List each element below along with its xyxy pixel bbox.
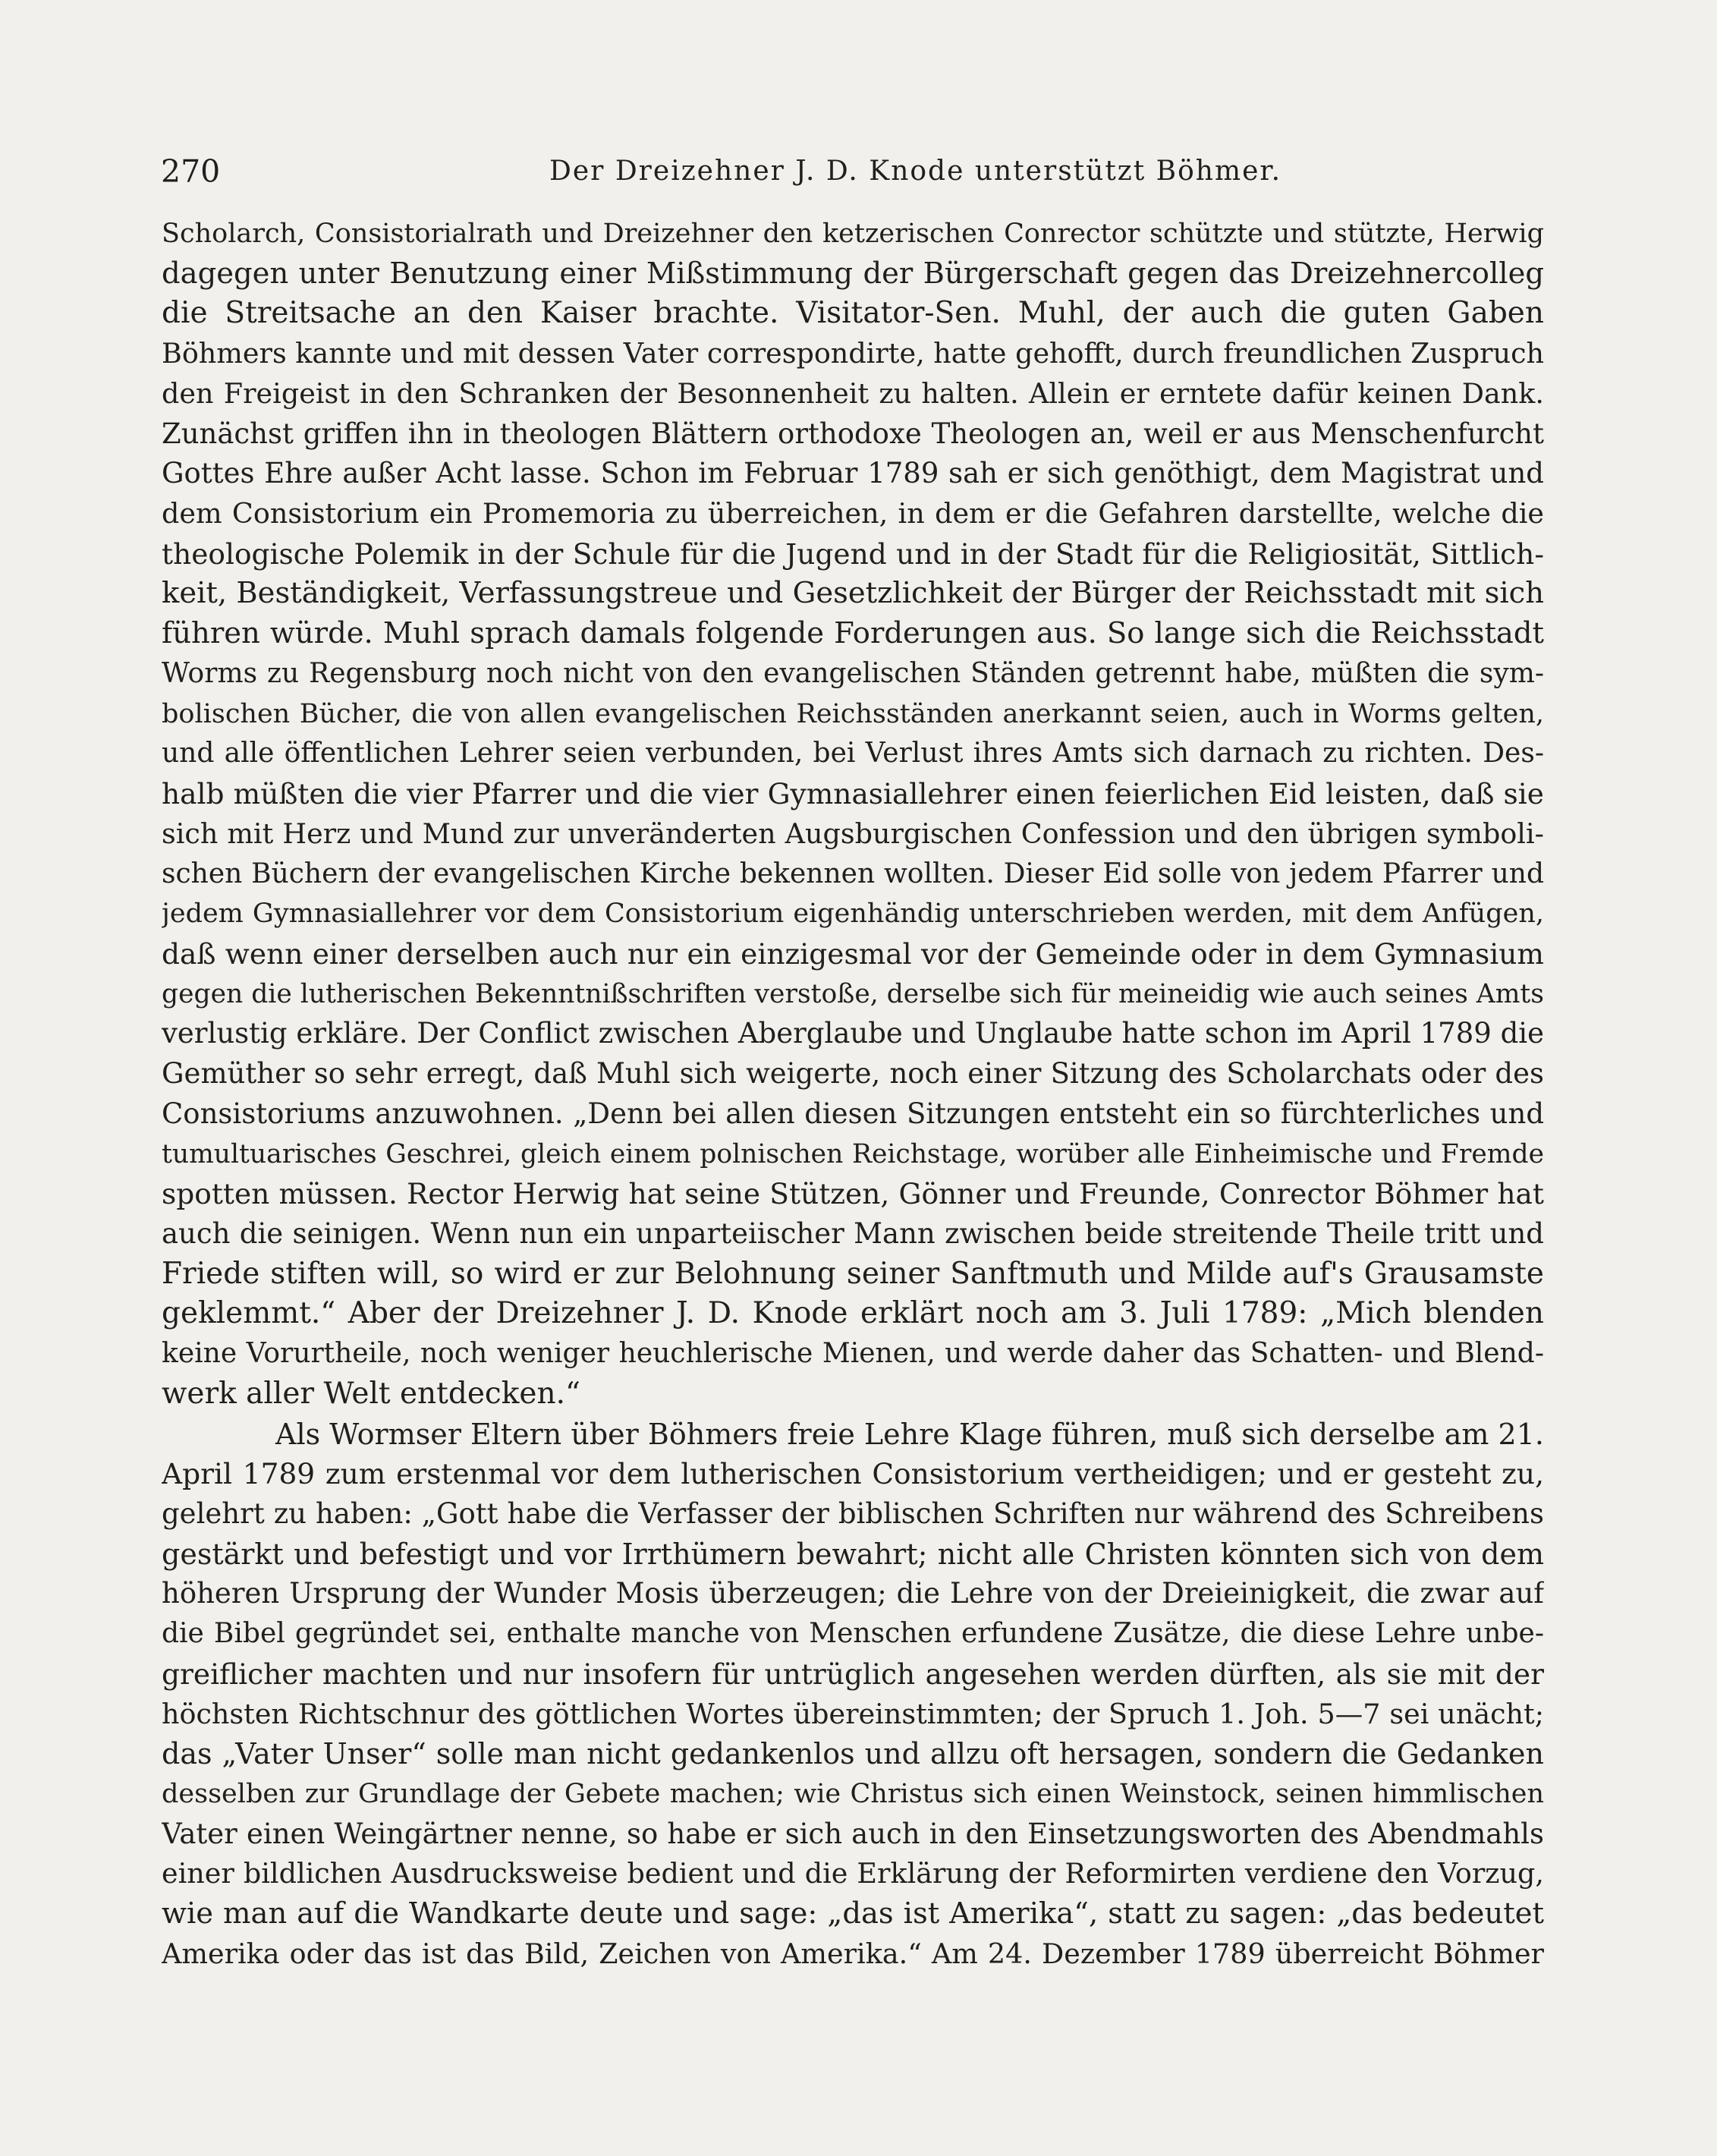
- text-line: Friede stiften will, so wird er zur Belohnung seiner Sanftmuth und Milde auf's Grausamste: [162, 1256, 1544, 1291]
- text-line: gegen die lutherischen Bekenntnißschriften verstoße, derselbe sich für meineidig wie auch seines Amts: [162, 978, 1544, 1009]
- text-line: dagegen unter Benutzung einer Mißstimmung der Bürgerschaft gegen das Dreizehnercolleg: [162, 256, 1544, 291]
- text-line: geklemmt.“ Aber der Dreizehner J. D. Knode erklärt noch am 3. Juli 1789: „Mich blenden: [162, 1296, 1544, 1331]
- text-line: höheren Ursprung der Wunder Mosis überzeugen; die Lehre von der Dreieinigkeit, die zwar auf: [162, 1577, 1544, 1610]
- text-line: dem Consistorium ein Promemoria zu überreichen, in dem er die Gefahren darstellte, welche die: [162, 497, 1544, 530]
- text-line: sich mit Herz und Mund zur unveränderten Augsburgischen Confession und den übrigen symboli-: [162, 817, 1544, 850]
- text-line: Zunächst griffen ihn in theologen Blättern orthodoxe Theologen an, weil er aus Menschenfurcht: [162, 417, 1544, 450]
- text-line: keit, Beständigkeit, Verfassungstreue und Gesetzlichkeit der Bürger der Reichsstadt mit sich: [162, 576, 1544, 611]
- text-line: keine Vorurtheile, noch weniger heuchlerische Mienen, und werde daher das Schatten- und Blend-: [162, 1338, 1544, 1370]
- text-line: spotten müssen. Rector Herwig hat seine Stützen, Gönner und Freunde, Conrector Böhmer hat: [162, 1177, 1544, 1211]
- text-line: Consistoriums anzuwohnen. „Denn bei allen diesen Sitzungen entsteht ein so fürchterliches und: [162, 1097, 1544, 1130]
- text-line: halb müßten die vier Pfarrer und die vier Gymnasiallehrer einen feierlichen Eid leisten, daß sie: [162, 777, 1544, 811]
- text-line: und alle öffentlichen Lehrer seien verbunden, bei Verlust ihres Amts sich darnach zu richten. Des-: [162, 738, 1544, 770]
- text-line: die Streitsache an den Kaiser brachte. Visitator-Sen. Muhl, der auch die guten Gaben: [162, 296, 1544, 331]
- text-line: Gemüther so sehr erregt, daß Muhl sich weigerte, noch einer Sitzung des Scholarchats oder des: [162, 1057, 1544, 1091]
- text-line: Scholarch, Consistorialrath und Dreizehner den ketzerischen Conrector schützte und stützte, Herwig: [162, 219, 1544, 249]
- text-line: Vater einen Weingärtner nenne, so habe er sich auch in den Einsetzungsworten des Abendmahls: [162, 1817, 1544, 1850]
- page-number: 270: [161, 153, 221, 190]
- text-line: Worms zu Regensburg noch nicht von den evangelischen Ständen getrennt habe, müßten die sym-: [162, 657, 1544, 689]
- text-line: desselben zur Grundlage der Gebete machen; wie Christus sich einen Weinstock, seinen himmlischen: [162, 1779, 1544, 1810]
- text-line: auch die seinigen. Wenn nun ein unparteiischer Mann zwischen beide streitende Theile tritt und: [162, 1216, 1544, 1250]
- text-line: wie man auf die Wandkarte deute und sage: „das ist Amerika“, statt zu sagen: „das bedeutet: [162, 1896, 1544, 1931]
- text-line: den Freigeist in den Schranken der Besonnenheit zu halten. Allein er erntete dafür keinen Dank.: [162, 376, 1544, 410]
- running-title: Der Dreizehner J. D. Knode unterstützt Böhmer.: [549, 156, 1282, 187]
- text-line: greiflicher machten und nur insofern für untrüglich angesehen werden dürften, als sie mit der: [162, 1657, 1544, 1691]
- text-line: höchsten Richtschnur des göttlichen Wortes übereinstimmten; der Spruch 1. Joh. 5—7 sei unächt;: [162, 1697, 1544, 1730]
- text-line: bolischen Bücher, die von allen evangelischen Reichsständen anerkannt seien, auch in Worms gelten,: [162, 698, 1544, 729]
- text-line: gestärkt und befestigt und vor Irrthümern bewahrt; nicht alle Christen könnten sich von dem: [162, 1537, 1544, 1571]
- text-line: daß wenn einer derselben auch nur ein einzigesmal vor der Gemeinde oder in dem Gymnasium: [162, 936, 1544, 971]
- text-line: Amerika oder das ist das Bild, Zeichen von Amerika.“ Am 24. Dezember 1789 überreicht Böhmer: [162, 1937, 1544, 1970]
- text-line: tumultuarisches Geschrei, gleich einem polnischen Reichstage, worüber alle Einheimische und Fremde: [162, 1138, 1544, 1169]
- body-text: [162, 214, 1544, 1975]
- text-line: April 1789 zum erstenmal vor dem lutherischen Consistorium vertheidigen; und er gesteht zu,: [162, 1457, 1544, 1491]
- text-line: Böhmers kannte und mit dessen Vater correspondirte, hatte gehofft, durch freundlichen Zuspruch: [162, 337, 1544, 370]
- text-line: die Bibel gegründet sei, enthalte manche von Menschen erfundene Zusätze, die diese Lehre unbe-: [162, 1618, 1544, 1650]
- text-line: Gottes Ehre außer Acht lasse. Schon im Februar 1789 sah er sich genöthigt, dem Magistrat und: [162, 457, 1544, 490]
- text-line: einer bildlichen Ausdrucksweise bedient und die Erklärung der Reformirten verdiene den Vorzug,: [162, 1857, 1544, 1890]
- text-line: Als Wormser Eltern über Böhmers freie Lehre Klage führen, muß sich derselbe am 21.: [275, 1417, 1544, 1451]
- running-head: [161, 149, 1549, 194]
- text-line: theologische Polemik in der Schule für die Jugend und in der Stadt für die Religiosität, Sittlich-: [162, 537, 1544, 571]
- text-line: das „Vater Unser“ solle man nicht gedankenlos und allzu oft hersagen, sondern die Gedanken: [162, 1737, 1544, 1771]
- text-line: werk aller Welt entdecken.“: [162, 1376, 580, 1411]
- text-line: gelehrt zu haben: „Gott habe die Verfasser der biblischen Schriften nur während des Schreibens: [162, 1497, 1544, 1530]
- text-line: schen Büchern der evangelischen Kirche bekennen wollten. Dieser Eid solle von jedem Pfarrer und: [162, 858, 1544, 889]
- text-line: verlustig erkläre. Der Conflict zwischen Aberglaube und Unglaube hatte schon im April 1789 die: [162, 1017, 1544, 1050]
- text-line: jedem Gymnasiallehrer vor dem Consistorium eigenhändig unterschrieben werden, mit dem Anfügen,: [162, 899, 1544, 930]
- text-line: führen würde. Muhl sprach damals folgende Forderungen aus. So lange sich die Reichsstadt: [162, 616, 1544, 651]
